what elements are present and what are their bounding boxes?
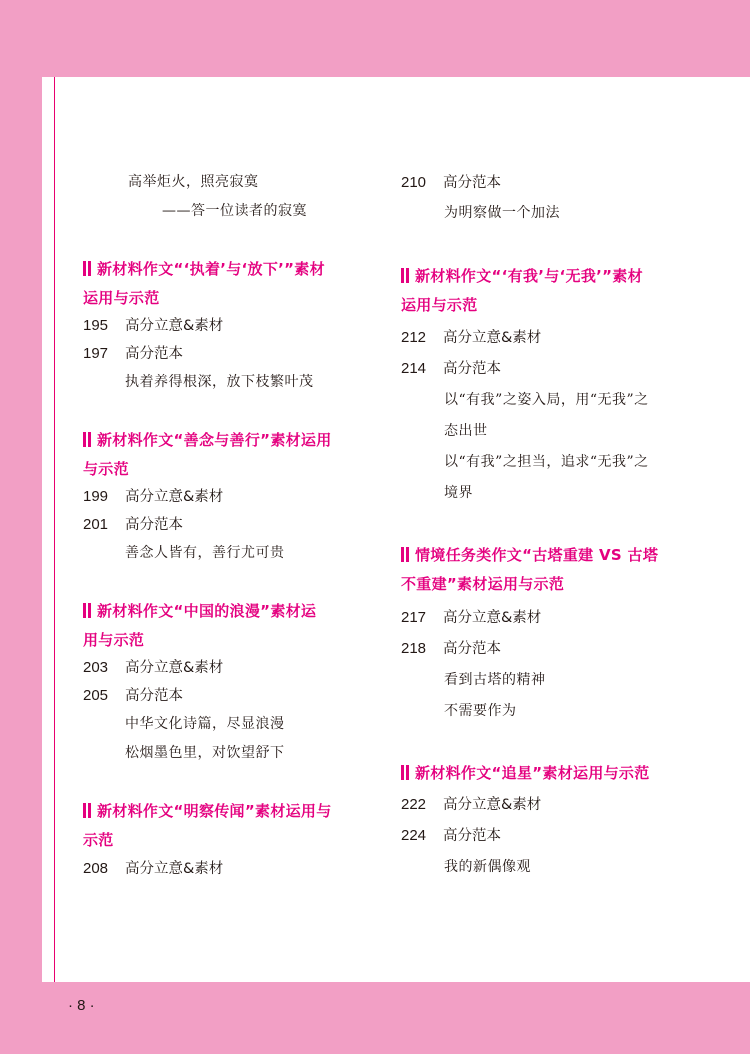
intro-title: 高举炬火，照亮寂寞 — [128, 174, 259, 190]
toc-item[interactable]: 218 高分范本 — [401, 640, 501, 657]
toc-item[interactable]: 224 高分范本 — [401, 827, 501, 844]
toc-item[interactable]: 222 高分立意&素材 — [401, 796, 542, 813]
section-marker-icon — [406, 547, 409, 562]
toc-item[interactable]: 214 高分范本 — [401, 360, 501, 377]
section-heading[interactable]: 新材料作文“‘执着’与‘放下’”素材 运用与示范 — [83, 260, 325, 307]
toc-subitem[interactable]: 为明察做一个加法 — [444, 205, 560, 221]
margin-rule — [54, 77, 55, 982]
section-marker-icon — [401, 547, 404, 562]
section-marker-icon — [401, 765, 404, 780]
toc-subitem[interactable]: 松烟墨色里，对饮望舒下 — [125, 745, 285, 761]
section-heading[interactable]: 新材料作文“明察传闻”素材运用与 示范 — [83, 802, 332, 849]
section-marker-icon — [406, 268, 409, 283]
toc-subitem[interactable]: 态出世 — [444, 423, 488, 439]
toc-subitem[interactable]: 善念人皆有，善行尤可贵 — [125, 545, 285, 561]
toc-subitem[interactable]: 我的新偶像观 — [444, 859, 531, 875]
toc-subitem[interactable]: 中华文化诗篇，尽显浪漫 — [125, 716, 285, 732]
section-marker-icon — [406, 765, 409, 780]
toc-item[interactable]: 208 高分立意&素材 — [83, 860, 224, 877]
toc-item[interactable]: 195 高分立意&素材 — [83, 317, 224, 334]
toc-item[interactable]: 203 高分立意&素材 — [83, 659, 224, 676]
section-marker-icon — [88, 261, 91, 276]
section-heading[interactable]: 新材料作文“追星”素材运用与示范 — [401, 759, 650, 788]
section-heading[interactable]: 新材料作文“‘有我’与‘无我’”素材 运用与示范 — [401, 267, 643, 314]
toc-item[interactable]: 212 高分立意&素材 — [401, 329, 542, 346]
section-heading[interactable]: 新材料作文“善念与善行”素材运用 与示范 — [83, 431, 332, 478]
section-marker-icon — [83, 261, 86, 276]
section-heading[interactable]: 情境任务类作文“古塔重建 VS 古塔 不重建”素材运用与示范 — [401, 546, 659, 593]
toc-subitem[interactable]: 以“有我”之担当，追求“无我”之 — [444, 454, 649, 470]
section-heading[interactable]: 新材料作文“中国的浪漫”素材运 用与示范 — [83, 602, 317, 649]
toc-item[interactable]: 201 高分范本 — [83, 516, 183, 533]
toc-item[interactable]: 205 高分范本 — [83, 687, 183, 704]
section-marker-icon — [88, 432, 91, 447]
toc-subitem[interactable]: 看到古塔的精神 — [444, 672, 546, 688]
toc-item[interactable]: 197 高分范本 — [83, 345, 183, 362]
toc-item[interactable]: 210 高分范本 — [401, 174, 501, 191]
toc-subitem[interactable]: 不需要作为 — [444, 703, 517, 719]
toc-subitem[interactable]: 执着养得根深，放下枝繁叶茂 — [125, 374, 314, 390]
section-marker-icon — [88, 803, 91, 818]
section-marker-icon — [83, 603, 86, 618]
toc-item[interactable]: 199 高分立意&素材 — [83, 488, 224, 505]
page-number: · 8 · — [68, 997, 95, 1014]
section-marker-icon — [401, 268, 404, 283]
section-marker-icon — [88, 603, 91, 618]
toc-item[interactable]: 217 高分立意&素材 — [401, 609, 542, 626]
intro-subtitle: ——答一位读者的寂寞 — [162, 203, 307, 219]
section-marker-icon — [83, 803, 86, 818]
toc-subitem[interactable]: 境界 — [444, 485, 473, 501]
toc-subitem[interactable]: 以“有我”之姿入局，用“无我”之 — [444, 392, 649, 408]
section-marker-icon — [83, 432, 86, 447]
